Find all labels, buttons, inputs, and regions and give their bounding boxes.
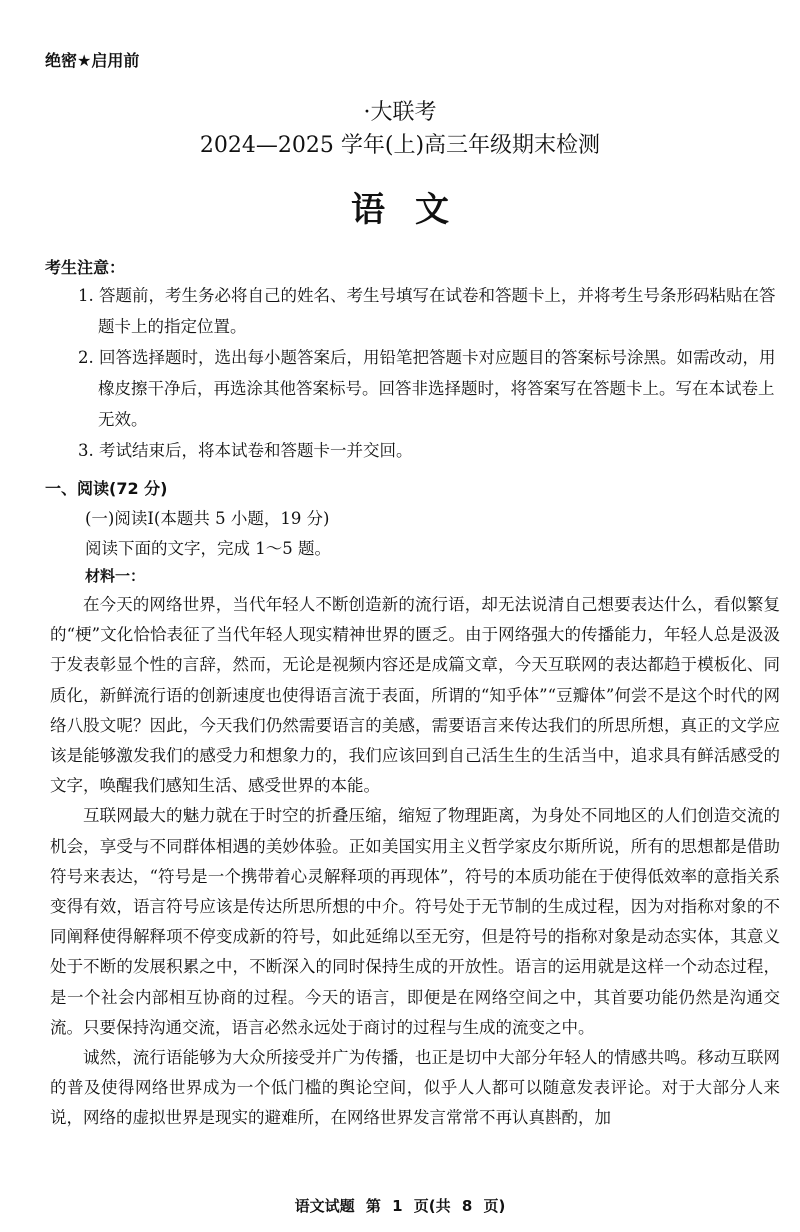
notice-item: 1. 答题前，考生务必将自己的姓名、考生号填写在试卷和答题卡上，并将考生号条形码粘贴在答题卡上的指定位置。 xyxy=(78,286,776,336)
material-body xyxy=(50,590,780,1134)
notice-list xyxy=(78,280,778,466)
secret-mark: 绝密★启用前 xyxy=(45,51,140,70)
material-paragraph: 互联网最大的魅力就在于时空的折叠压缩，缩短了物理距离，为身处不同地区的人们创造交流的机会，享受与不同群体相遇的美妙体验。正如美国实用主义哲学家皮尔斯所说，所有的思想都是借助符号来表达，“符号是一个携带着心灵解释项的再现体”，符号的本质功能在于使得低效率的意指关系变得有效，语言符号应该是传达所思所想的中介。符号处于无节制的生成过程，因为对指称对象的不同阐释使得解释项不停变成新的符号，如此延绵以至无穷，但是符号的指称对象是动态实体，其意义处于不断的发展积累之中，不断深入的同时保持生成的开放性。语言的运用就是这样一个动态过程，是一个社会内部相互协商的过程。今天的语言，即便是在网络空间之中，其首要功能仍然是沟通交流。只要保持沟通交流，语言必然永远处于商讨的过程与生成的流变之中。 xyxy=(50,806,780,1037)
notice-heading: 考生注意： xyxy=(45,258,126,277)
reading-instruction: 阅读下面的文字，完成 1～5 题。 xyxy=(85,539,331,558)
material-label: 材料一： xyxy=(85,567,146,585)
notice-item: 2. 回答选择题时，选出每小题答案后，用铅笔把答题卡对应题目的答案标号涂黑。如需改动，用橡皮擦干净后，再选涂其他答案标号。回答非选择题时，将答案写在答题卡上。写在本试卷上无效。 xyxy=(78,348,776,429)
exam-title: 2024—2025 学年(上)高三年级期末检测 xyxy=(199,133,601,158)
subject-title: 语文 xyxy=(351,190,479,230)
page-footer: 语文试题 第 1 页(共 8 页) xyxy=(294,1197,506,1215)
exam-organizer: ·大联考 xyxy=(363,100,437,125)
material-paragraph: 诚然，流行语能够为大众所接受并广为传播，也正是切中大部分年轻人的情感共鸣。移动互联网的普及使得网络世界成为一个低门槛的舆论空间，似乎人人都可以随意发表评论。对于大部分人来说，网络的虚拟世界是现实的避难所，在网络世界发言常常不再认真斟酌，加 xyxy=(50,1048,780,1128)
sub-section-heading: (一)阅读Ⅰ(本题共 5 小题，19 分) xyxy=(85,509,330,528)
material-paragraph: 在今天的网络世界，当代年轻人不断创造新的流行语，却无法说清自己想要表达什么，看似繁复的“梗”文化恰恰表征了当代年轻人现实精神世界的匮乏。由于网络强大的传播能力，年轻人总是汲汲于发表彰显个性的言辞，然而，无论是视频内容还是成篇文章，今天互联网的表达都趋于模板化、同质化，新鲜流行语的创新速度也使得语言流于表面，所谓的“知乎体”“豆瓣体”何尝不是这个时代的网络八股文呢？因此，今天我们仍然需要语言的美感，需要语言来传达我们的所思所想，真正的文学应该是能够激发我们的感受力和想象力的，我们应该回到自己活生生的生活当中，追求具有鲜活感受的文字，唤醒我们感知生活、感受世界的本能。 xyxy=(50,595,780,796)
notice-item: 3. 考试结束后，将本试卷和答题卡一并交回。 xyxy=(78,441,413,460)
section-heading: 一、阅读(72 分) xyxy=(45,479,168,498)
